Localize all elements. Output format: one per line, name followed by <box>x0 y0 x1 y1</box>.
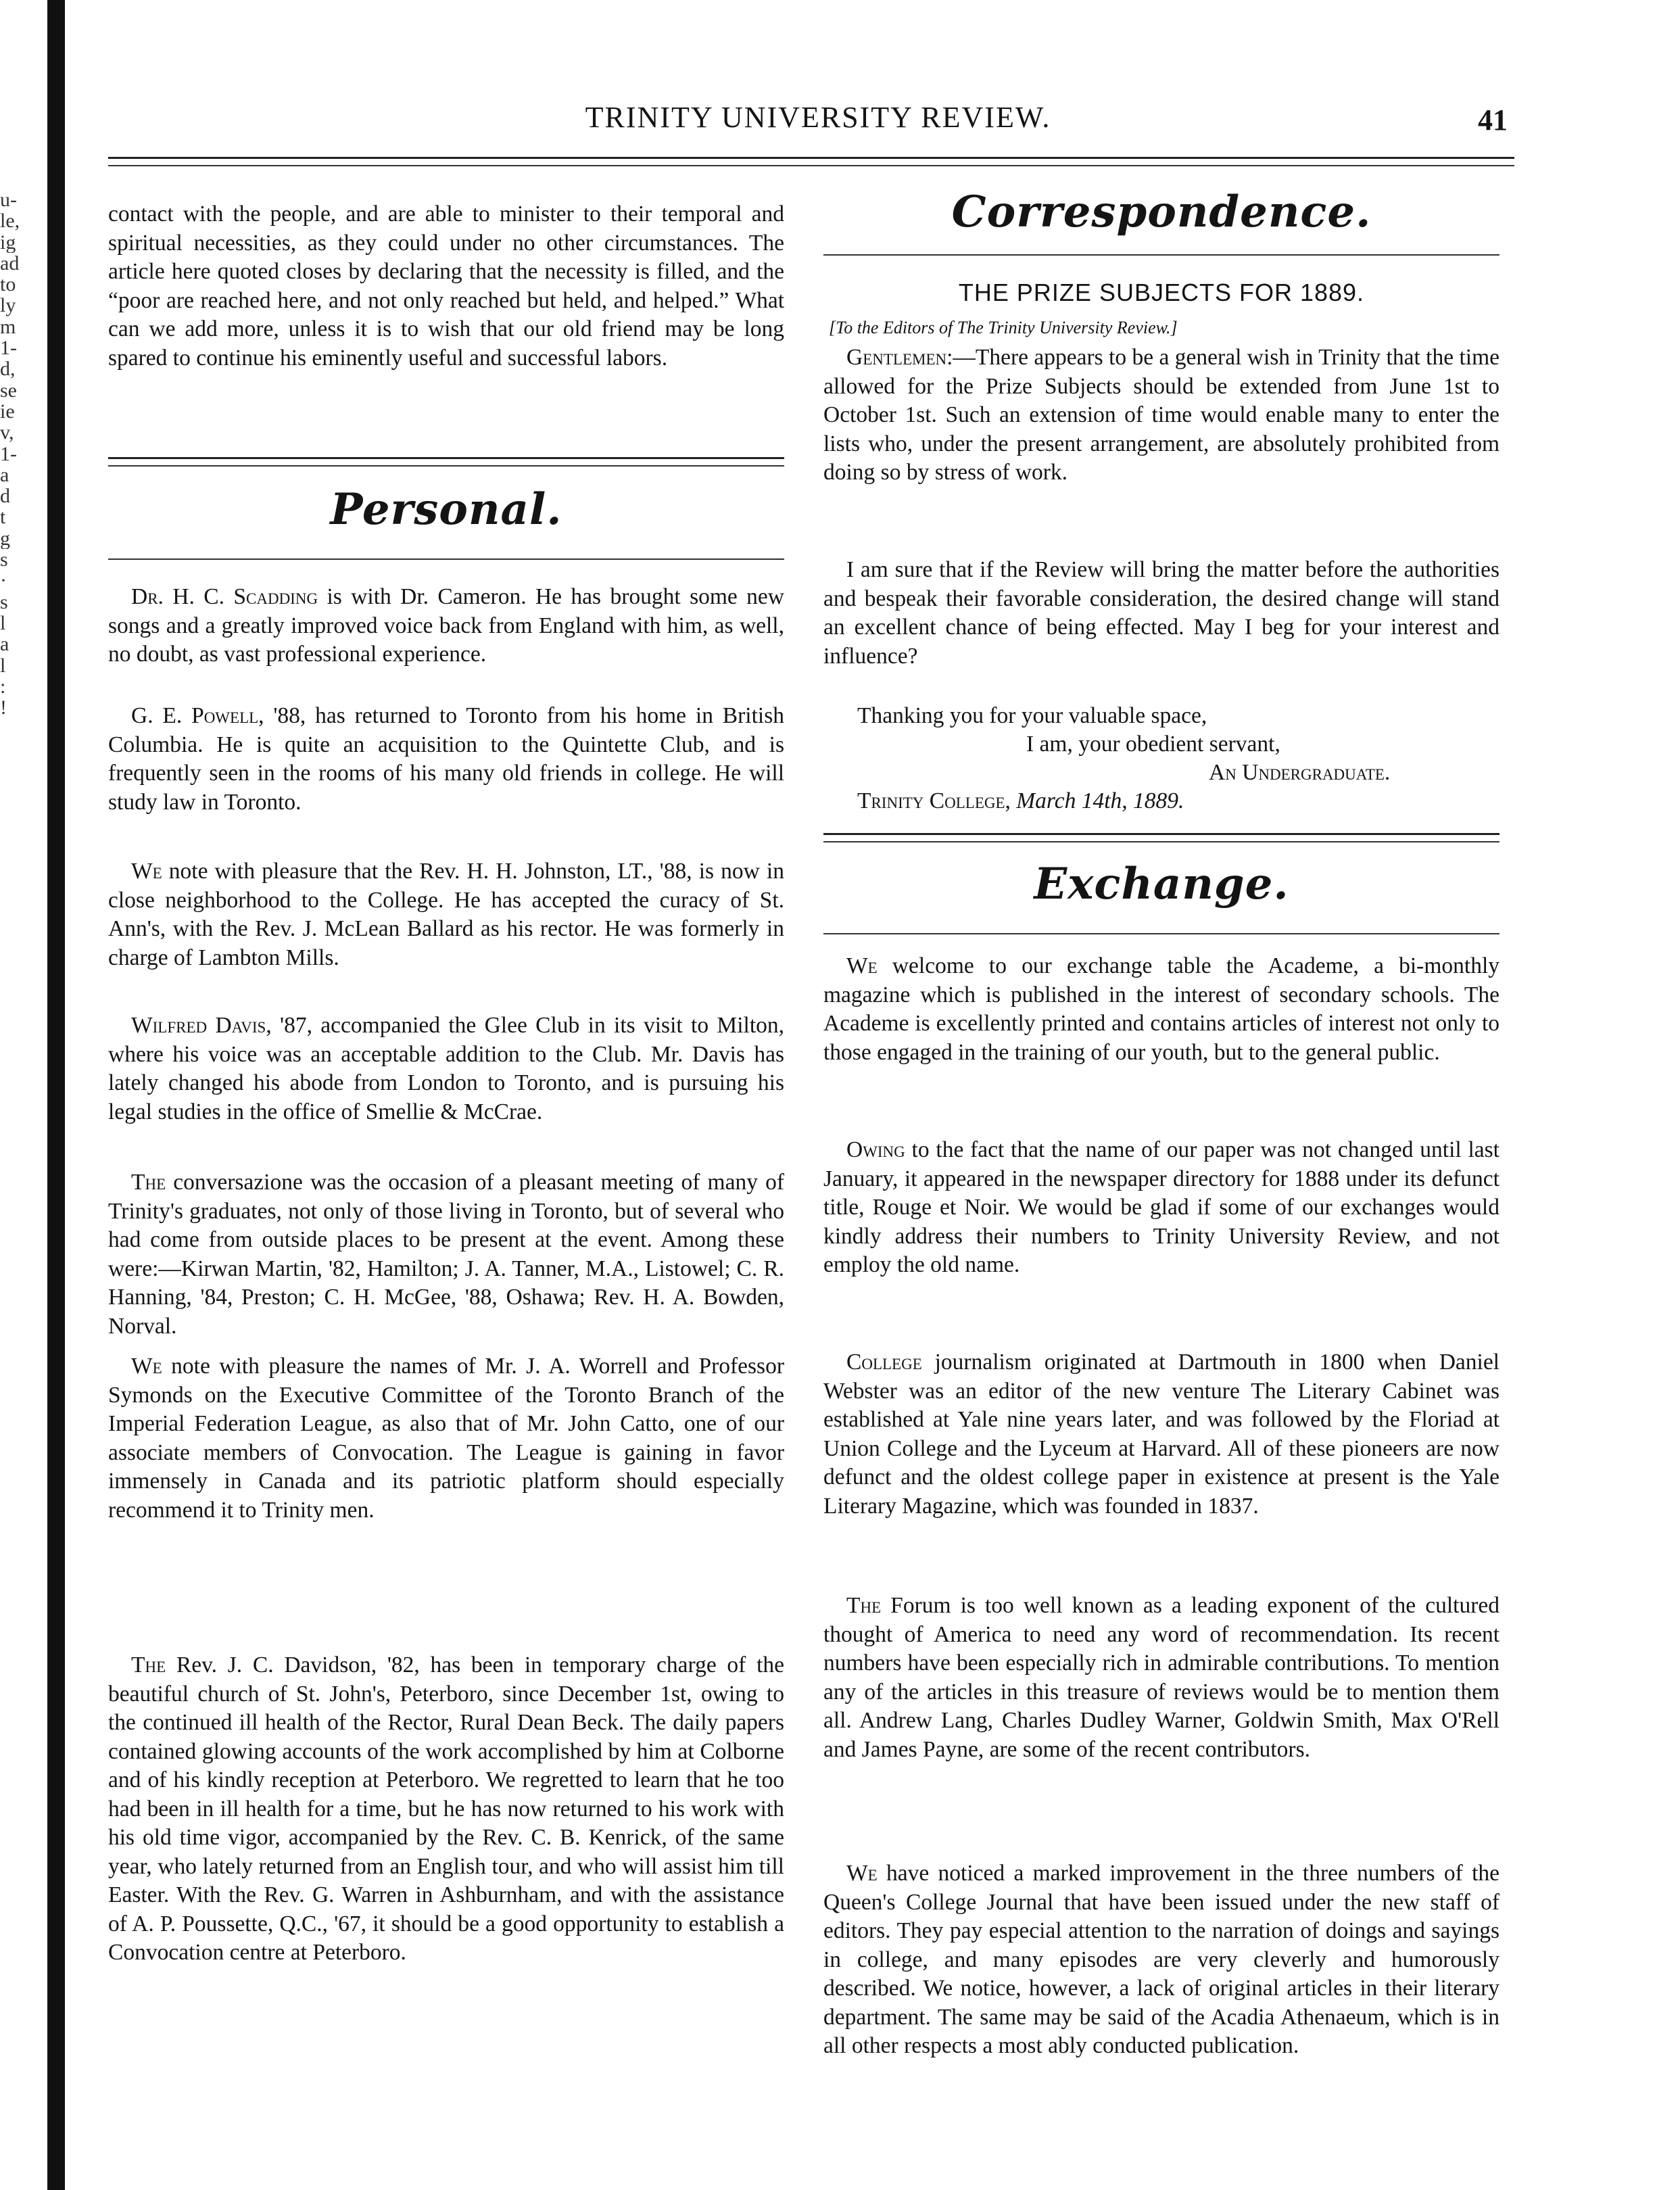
personal-item <box>108 1651 784 1968</box>
margin-fragment: s <box>0 591 8 613</box>
letter-closing: Thanking you for your valuable space, <box>857 703 1207 728</box>
exchange-item <box>823 1859 1499 2061</box>
personal-item-lead: G. E. Powell <box>131 703 259 728</box>
personal-item-text: Rev. J. C. Davidson, '82, has been in temporary charge of the beautiful church of St. John's, Peterboro, since December 1st, owing to the continued ill health of the Rector, Rural Dean Beck. The daily papers contained glowing accounts of the work accomplished by him at Colborne and of his kindly reception at Peterboro. We regretted to learn that he too had been in ill health for a time, but he has now returned to his work with his old time vigor, accompanied by the Rev. C. B. Kenrick, of the same year, who lately returned from an English tour, and who will assist him till Easter. With the Rev. G. Warren in Ashburnham, and with the assistance of A. P. Poussette, Q.C., '67, it should be a good opportunity to establish a Convocation centre at Peterboro. <box>108 1652 784 1965</box>
personal-heading: Personal. <box>330 484 562 535</box>
personal-item-lead: We <box>131 1354 162 1379</box>
personal-item-text: , '88, has returned to Toronto from his home in British Columbia. He is quite an acquisition to the Quintette Club, and is frequently seen in the rooms of his many old friends in college. He will study law in Toronto. <box>108 703 784 815</box>
personal-item-lead: Dr. H. C. Scadding <box>131 584 318 609</box>
header-rule-top <box>108 157 1514 159</box>
margin-fragment: ad <box>0 252 20 275</box>
letter-dateline <box>857 787 1184 815</box>
intro-paragraph: contact with the people, and are able to minister to their temporal and spiritual necessities, as they could under no other circumstances. The article here quoted closes by declaring that the necessity is filled, and the “poor are reached here, and not only reached but held, and helped.” What can we add more, unless it is to wish that our old friend may be long spared to continue his eminently useful and successful labors. <box>108 201 784 371</box>
page-header <box>115 100 1521 141</box>
margin-fragment: to <box>0 274 16 295</box>
personal-item-lead: The <box>131 1652 166 1677</box>
margin-fragment: · <box>0 570 7 592</box>
heading-rule <box>823 933 1499 934</box>
binding-shadow <box>47 0 65 2190</box>
exchange-item <box>823 1136 1499 1280</box>
margin-fragment: a <box>0 634 9 655</box>
exchange-item-text: have noticed a marked improvement in the three numbers of the Queen's College Journal that have been issued under the new staff of editors. They pay especial attention to the narration of doings and sayings in college, and many episodes are very cleverly and humorously described. We notice, however, a lack of original articles in their literary department. The same may be said of the Acadia Athenaeum, which is in all other respects a most ably conducted publication. <box>823 1861 1499 2058</box>
letter-paragraph-lead: Gentlemen <box>846 345 947 370</box>
margin-fragment: t <box>0 506 6 528</box>
margin-fragment: l <box>0 612 6 634</box>
margin-fragment: ig <box>0 231 16 253</box>
exchange-item-text: to the fact that the name of our paper was not changed until last January, it appeared in the newspaper directory for 1888 under its defunct title, Rouge et Noir. We would be glad if some of our exchanges would kindly address their numbers to Trinity University Review, and not employ the old name. <box>823 1137 1499 1277</box>
exchange-item-lead: The <box>846 1593 882 1618</box>
letter-paragraph-text: :—There appears to be a general wish in Trinity that the time allowed for the Prize Subjects should be extended from June 1st to October 1st. Such an extension of time would enable many to enter the lists who, under the present arrangement, are absolutely prohibited from doing so by stress of work. <box>823 345 1499 485</box>
personal-item-text: conversazione was the occasion of a pleasant meeting of many of Trinity's graduates, not only of those living in Toronto, but of several who had come from outside places to be present at the event. Among these were:—Kirwan Martin, '82, Hamilton; J. A. Tanner, M.A., Listowel; C. R. Hanning, '84, Preston; C. H. McGee, '88, Oshawa; Rev. H. A. Bowden, Norval. <box>108 1170 784 1339</box>
exchange-item-text: welcome to our exchange table the Academe, a bi-monthly magazine which is published in the interest of secondary schools. The Academe is excellently printed and contains articles of interest not only to those engaged in the training of our youth, but to the general public. <box>823 953 1499 1065</box>
personal-item <box>108 1352 784 1525</box>
dateline-date: March 14th, 1889. <box>1016 788 1184 813</box>
margin-fragment: g <box>0 527 10 550</box>
personal-item-text: is with Dr. Cameron. He has brought some new songs and a greatly improved voice back from England with him, as well, no doubt, as vast professional experience. <box>108 584 784 667</box>
margin-fragment: 1- <box>0 443 17 465</box>
margin-fragment: ly <box>0 295 16 316</box>
margin-fragment: a <box>0 464 9 486</box>
exchange-item <box>823 1348 1499 1521</box>
header-rule-bottom <box>108 165 1514 166</box>
margin-fragment: se <box>0 379 17 401</box>
exchange-item-lead: Owing <box>846 1137 905 1162</box>
correspondence-heading: Correspondence. <box>951 187 1372 237</box>
margin-fragment: m <box>0 316 16 338</box>
personal-item-text: note with pleasure the names of Mr. J. A. Worrell and Professor Symonds on the Executive Committee of the Toronto Branch of the Imperial Federation League, as also that of Mr. John Catto, one of our associate members of Convocation. The League is gaining in favor immensely in Canada and its patriotic platform should especially recommend it to Trinity men. <box>108 1354 784 1523</box>
personal-item-text: , '87, accompanied the Glee Club in its visit to Milton, where his voice was an acceptable addition to the Club. Mr. Davis has lately changed his abode from London to Toronto, and is pursuing his legal studies in the office of Smellie & McCrae. <box>108 1013 784 1124</box>
letter-paragraph-text: I am sure that if the Review will bring the matter before the authorities and bespeak their favorable consideration, the desired change will stand an excellent chance of being effected. May I beg for your interest and influence? <box>823 557 1499 669</box>
margin-fragment: le, <box>0 210 20 232</box>
running-title: TRINITY UNIVERSITY REVIEW. <box>585 101 1051 134</box>
margin-fragments <box>0 189 41 718</box>
personal-item <box>108 857 784 972</box>
personal-item <box>108 1011 784 1126</box>
letter-signature: An Undergraduate. <box>1209 760 1391 785</box>
heading-rule <box>108 558 784 560</box>
section-divider <box>108 465 784 467</box>
personal-item <box>108 583 784 669</box>
margin-fragment: : <box>0 675 6 698</box>
margin-fragment: 1- <box>0 337 17 359</box>
margin-fragment: u- <box>0 189 17 211</box>
personal-item <box>108 1168 784 1341</box>
personal-item-lead: Wilfred Davis <box>131 1013 266 1038</box>
exchange-item-lead: We <box>846 953 878 978</box>
margin-fragment: d, <box>0 358 16 380</box>
section-divider <box>108 457 784 459</box>
personal-item-text: note with pleasure that the Rev. H. H. Johnston, LT., '88, is now in close neighborhood to the College. He has accepted the curacy of St. Ann's, with the Rev. J. McLean Ballard as his rector. He was formerly in charge of Lambton Mills. <box>108 859 784 970</box>
prize-subhead: THE PRIZE SUBJECTS FOR 1889. <box>958 279 1365 306</box>
exchange-item-text: Forum is too well known as a leading exponent of the cultured thought of America to need any word of recommendation. Its recent numbers have been especially rich in admirable contributions. To mention any of the articles in this treasure of reviews would be to mention them all. Andrew Lang, Charles Dudley Warner, Goldwin Smith, Max O'Rell and James Payne, are some of the recent contributors. <box>823 1593 1499 1762</box>
letter-closing: I am, your obedient servant, <box>1026 732 1280 757</box>
margin-fragment: s <box>0 549 8 571</box>
margin-fragment: v, <box>0 422 14 444</box>
dateline-place: Trinity College, <box>857 788 1017 813</box>
exchange-item-text: journalism originated at Dartmouth in 1800 when Daniel Webster was an editor of the new venture The Literary Cabinet was established at Yale nine years later, and was followed by the Floriad at Union College and the Lyceum at Harvard. All of these pioneers are now defunct and the oldest college paper in existence at present is the Yale Literary Magazine, which was founded in 1837. <box>823 1350 1499 1519</box>
margin-fragment: ! <box>0 697 7 719</box>
margin-fragment: l <box>0 654 6 676</box>
letter-paragraph <box>823 343 1499 487</box>
page-number: 41 <box>1478 103 1508 137</box>
section-divider <box>823 841 1499 842</box>
letter-paragraph <box>823 556 1499 671</box>
exchange-item <box>823 952 1499 1067</box>
margin-fragment: ie <box>0 400 15 423</box>
exchange-item <box>823 1592 1499 1764</box>
exchange-item-lead: College <box>846 1350 922 1375</box>
personal-item <box>108 702 784 817</box>
section-divider <box>823 833 1499 835</box>
personal-item-lead: We <box>131 859 162 884</box>
personal-item-lead: The <box>131 1170 166 1195</box>
heading-rule <box>823 254 1499 256</box>
margin-fragment: d <box>0 485 10 507</box>
exchange-item-lead: We <box>846 1861 878 1886</box>
letter-attribution: [To the Editors of The Trinity University Review.] <box>829 318 1178 337</box>
exchange-heading: Exchange. <box>1034 859 1289 909</box>
